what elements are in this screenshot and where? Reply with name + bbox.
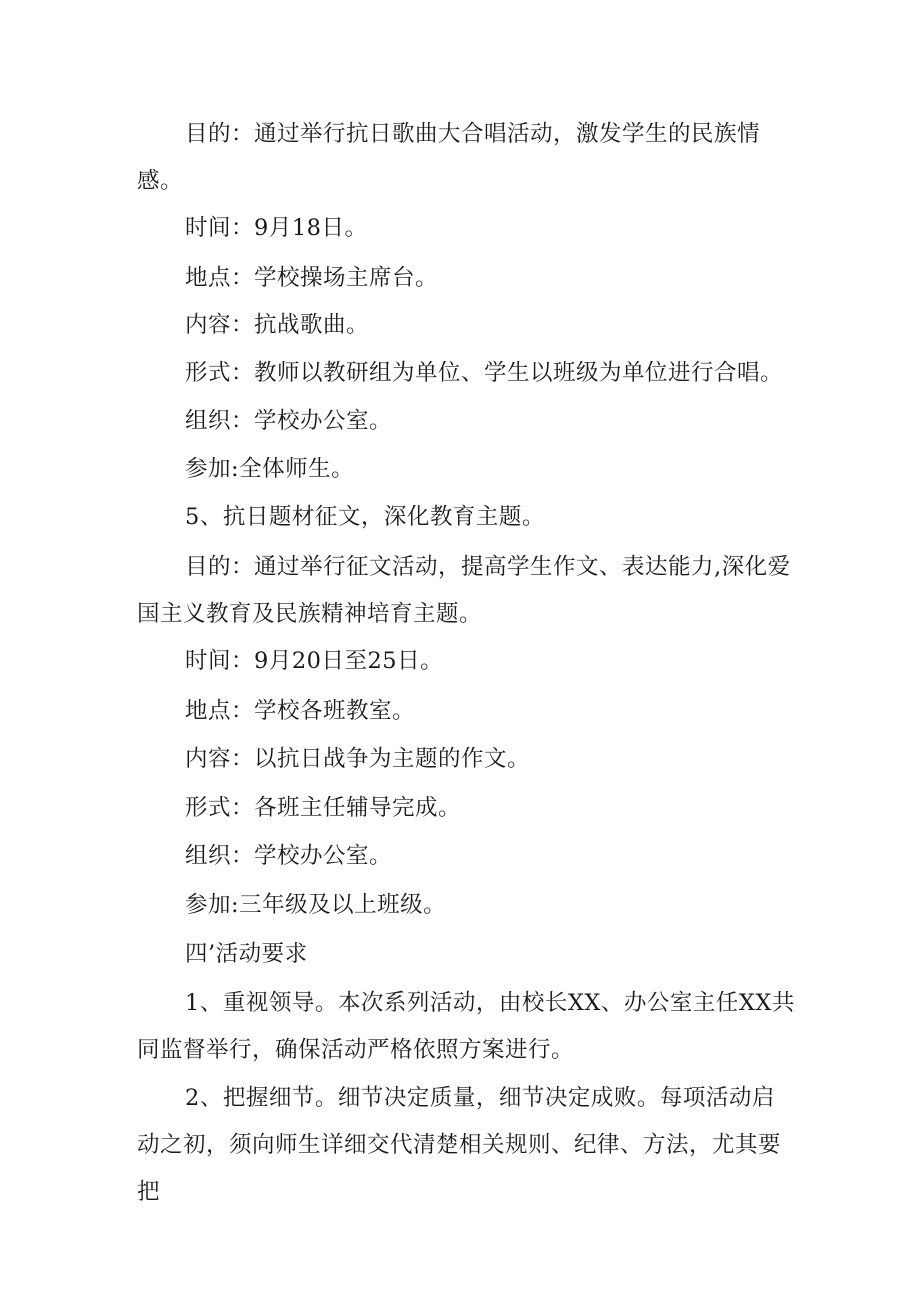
paragraph-form-2: 形式：各班主任辅导完成。 [185, 795, 462, 821]
paragraph-purpose-2: 目的：通过举行征文活动，提高学生作文、表达能力,深化爱国主义教育及民族精神培育主题。 [137, 554, 791, 627]
paragraph-organizer-1: 组织：学校办公室。 [185, 408, 393, 434]
paragraph-time-2: 时间：9月20日至25日。 [185, 648, 444, 674]
paragraph-location-1: 地点：学校操场主席台。 [185, 265, 439, 291]
paragraph-purpose-1: 目的：通过举行抗日歌曲大合唱活动，激发学生的民族情感。 [137, 121, 761, 194]
section-heading-requirements: 四’活动要求 [185, 941, 308, 967]
paragraph-content-1: 内容：抗战歌曲。 [185, 312, 370, 338]
paragraph-organizer-2: 组织：学校办公室。 [185, 843, 393, 869]
paragraph-time-1: 时间：9月18日。 [185, 215, 368, 241]
paragraph-section-5: 5、抗日题材征文，深化教育主题。 [185, 504, 545, 530]
paragraph-participants-1: 参加:全体师生。 [185, 456, 355, 482]
paragraph-participants-2: 参加:三年级及以上班级。 [185, 892, 447, 918]
paragraph-content-2: 内容：以抗日战争为主题的作文。 [185, 746, 531, 772]
paragraph-requirement-1: 1、重视领导。本次系列活动，由校长XX、办公室主任XX共同监督举行，确保活动严格依照方案进行。 [137, 990, 795, 1063]
paragraph-form-1: 形式：教师以教研组为单位、学生以班级为单位进行合唱。 [185, 360, 784, 386]
paragraph-requirement-2: 2、把握细节。细节决定质量，细节决定成败。每项活动启动之初，须向师生详细交代清楚相关规则、纪律、方法，尤其要把 [137, 1085, 782, 1205]
paragraph-location-2: 地点：学校各班教室。 [185, 698, 416, 724]
